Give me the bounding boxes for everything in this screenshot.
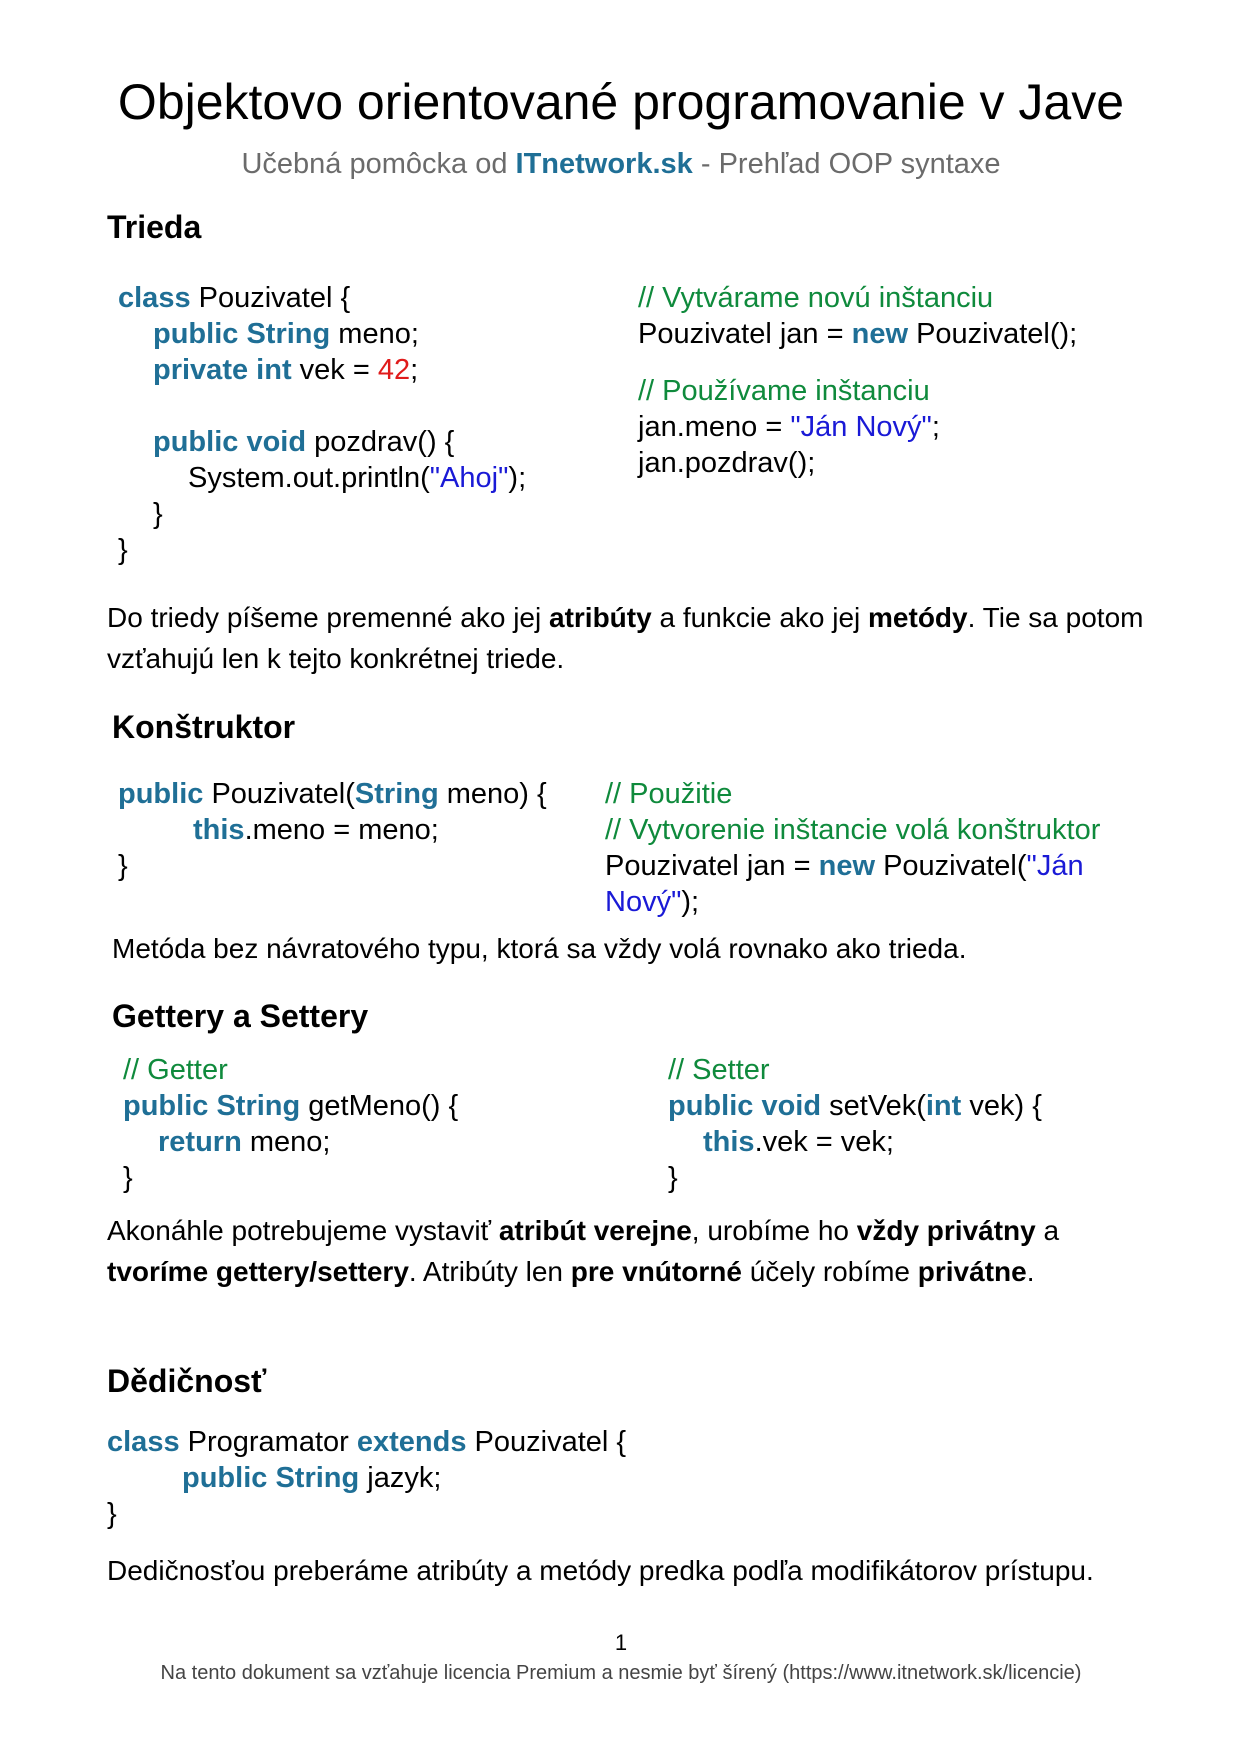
page-title: Objektovo orientované programovanie v Jave (117, 74, 1125, 130)
bold-text: atribúty (549, 602, 652, 633)
code-text: getMeno() { (300, 1090, 459, 1122)
code-text: Programator (179, 1426, 357, 1458)
text: . Tie sa potom vzťahujú len k tejto konkrétnej triede. (107, 602, 1144, 674)
text: a (1035, 1215, 1060, 1246)
keyword: String (246, 318, 331, 350)
code-line (638, 409, 940, 445)
paragraph-gettery (107, 1210, 1107, 1292)
code-line: } (153, 498, 163, 530)
heading-dedicnost: Dědičnosť (107, 1363, 267, 1399)
text: Do triedy píšeme premenné ako jej (107, 602, 549, 633)
code-line: } (668, 1162, 678, 1194)
code-line (107, 1424, 626, 1460)
code-line: } (118, 534, 128, 566)
paragraph-konstruktor: Metóda bez návratového typu, ktorá sa vždy volá rovnako ako trieda. (112, 933, 967, 964)
page-number: 1 (614, 1630, 628, 1655)
code-line (605, 848, 1084, 884)
code-line (118, 776, 547, 812)
keyword: void (761, 1090, 822, 1122)
code-text: pozdrav() { (306, 426, 455, 458)
bold-text: tvoríme gettery/settery (107, 1256, 409, 1287)
subtitle-prefix: Učebná pomôcka od (241, 148, 516, 180)
code-line (638, 316, 1077, 352)
keyword: new (851, 318, 909, 350)
code-text: meno; (330, 318, 419, 350)
keyword: public (118, 778, 204, 810)
code-text: .vek = vek; (754, 1126, 894, 1158)
keyword: this (193, 814, 245, 846)
keyword: this (703, 1126, 755, 1158)
code-text: vek = (291, 354, 378, 386)
paragraph-trieda (107, 597, 1147, 679)
keyword: void (246, 426, 307, 458)
bold-text: vždy privátny (856, 1215, 1036, 1246)
code-text: Pouzivatel { (190, 282, 351, 314)
code-line (153, 424, 454, 460)
code-text: setVek( (821, 1090, 926, 1122)
paragraph-dedicnost: Dedičnosťou preberáme atribúty a metódy predka podľa modifikátorov prístupu. (107, 1555, 1094, 1586)
code-text: ; (410, 354, 419, 386)
code-line (188, 460, 526, 496)
code-comment: // Používame inštanciu (638, 375, 930, 407)
code-line (193, 812, 439, 848)
code-line (182, 1460, 441, 1496)
code-line: } (118, 850, 128, 882)
code-line (668, 1088, 1042, 1124)
code-text: vek) { (961, 1090, 1042, 1122)
keyword: new (818, 850, 876, 882)
code-text: ); (508, 462, 527, 494)
code-line: } (107, 1498, 117, 1530)
string-literal: "Ján Nový" (790, 411, 932, 443)
keyword: class (107, 1426, 180, 1458)
code-line (153, 316, 419, 352)
page-subtitle (0, 146, 1242, 182)
bold-text: privátne (917, 1256, 1027, 1287)
keyword: String (275, 1462, 360, 1494)
code-line (153, 352, 418, 388)
string-literal: Nový" (605, 886, 682, 918)
brand-link[interactable]: ITnetwork.sk (515, 148, 693, 180)
keyword: int (256, 354, 292, 386)
code-text: meno; (241, 1126, 331, 1158)
keyword: return (158, 1126, 242, 1158)
text: účely robíme (741, 1256, 918, 1287)
code-text: Pouzivatel jan = (605, 850, 819, 882)
code-comment: // Použitie (605, 778, 733, 810)
text: , urobíme ho (691, 1215, 857, 1246)
heading-gettery: Gettery a Settery (112, 998, 369, 1034)
code-comment: // Setter (668, 1054, 770, 1086)
code-text: ); (681, 886, 700, 918)
keyword: public (123, 1090, 209, 1122)
code-text: Pouzivatel( (203, 778, 355, 810)
keyword: String (216, 1090, 301, 1122)
text: . (1026, 1256, 1035, 1287)
code-comment: // Vytvorenie inštancie volá konštruktor (605, 814, 1101, 846)
string-literal: "Ján (1026, 850, 1084, 882)
keyword: String (354, 778, 439, 810)
code-line (158, 1124, 330, 1160)
string-literal: "Ahoj" (429, 462, 509, 494)
bold-text: pre vnútorné (570, 1256, 742, 1287)
text: a funkcie ako jej (651, 602, 869, 633)
code-text: Pouzivatel(); (908, 318, 1078, 350)
text: Akonáhle potrebujeme vystaviť (107, 1215, 499, 1246)
code-text: meno) { (438, 778, 547, 810)
keyword: private (153, 354, 249, 386)
code-line: jan.pozdrav(); (638, 447, 816, 479)
keyword: public (182, 1462, 268, 1494)
code-text: ; (931, 411, 940, 443)
keyword: public (153, 318, 239, 350)
keyword: class (118, 282, 191, 314)
code-line (605, 884, 699, 920)
license-footer: Na tento dokument sa vzťahuje licencia Premium a nesmie byť šírený (https://www.itnetwork.sk/licencie) (160, 1662, 1082, 1684)
code-line: } (123, 1162, 133, 1194)
keyword: public (153, 426, 239, 458)
code-text: jazyk; (359, 1462, 442, 1494)
heading-trieda: Trieda (107, 209, 202, 245)
heading-konstruktor: Konštruktor (112, 709, 296, 745)
text: . Atribúty len (408, 1256, 571, 1287)
code-comment: // Getter (123, 1054, 228, 1086)
code-comment: // Vytvárame novú inštanciu (638, 282, 994, 314)
code-text: System.out.println( (188, 462, 430, 494)
code-text: Pouzivatel( (875, 850, 1027, 882)
code-line (703, 1124, 894, 1160)
code-text: Pouzivatel { (466, 1426, 627, 1458)
code-text: Pouzivatel jan = (638, 318, 852, 350)
code-line (123, 1088, 458, 1124)
code-text (248, 354, 256, 386)
code-line (118, 280, 350, 316)
bold-text: atribút verejne (498, 1215, 692, 1246)
keyword: public (668, 1090, 754, 1122)
code-text: .meno = meno; (244, 814, 439, 846)
number-literal: 42 (377, 354, 411, 386)
keyword: extends (356, 1426, 467, 1458)
bold-text: metódy (868, 602, 968, 633)
keyword: int (925, 1090, 962, 1122)
code-text: jan.meno = (638, 411, 791, 443)
subtitle-suffix: - Prehľad OOP syntaxe (692, 148, 1001, 180)
